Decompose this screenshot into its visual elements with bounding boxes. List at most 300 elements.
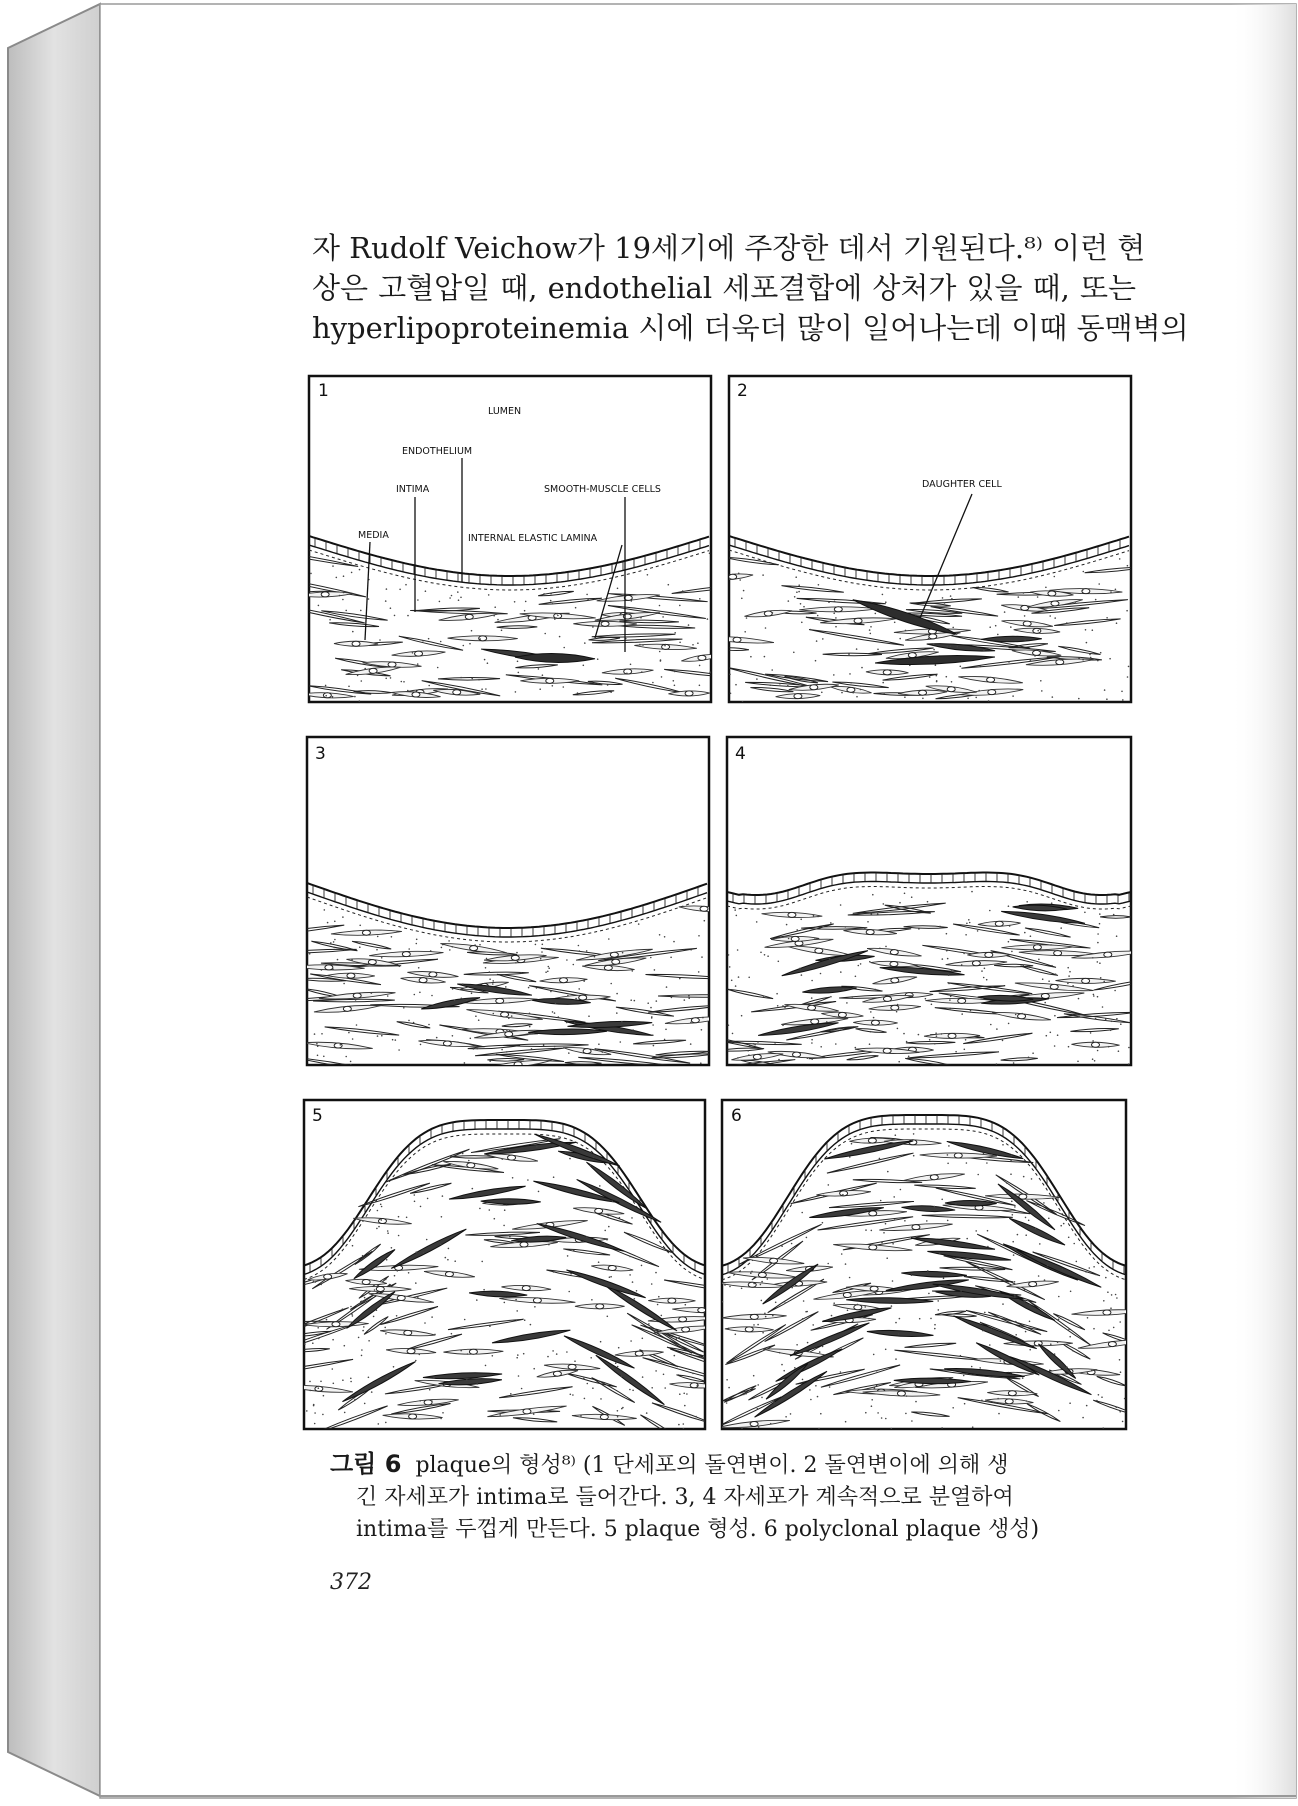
stipple-dot [1067, 983, 1069, 985]
stipple-dot [798, 591, 800, 593]
stipple-dot [1082, 590, 1084, 592]
stipple-dot [872, 894, 874, 896]
stipple-dot [1114, 990, 1116, 992]
stipple-dot [1024, 1289, 1026, 1291]
stipple-dot [361, 1355, 363, 1357]
stipple-dot [1051, 902, 1053, 904]
stipple-dot [416, 1251, 418, 1253]
stipple-dot [428, 685, 430, 687]
cell-nucleus [847, 687, 855, 692]
stipple-dot [1090, 1032, 1092, 1034]
stipple-dot [572, 1394, 574, 1396]
stipple-dot [1070, 1291, 1072, 1293]
stipple-dot [802, 1318, 804, 1320]
stipple-dot [550, 991, 552, 993]
stipple-dot [566, 1022, 568, 1024]
stipple-dot [937, 1300, 939, 1302]
stipple-dot [939, 926, 941, 928]
stipple-dot [1092, 629, 1094, 631]
stipple-dot [957, 646, 959, 648]
stipple-dot [946, 950, 948, 952]
stipple-dot [927, 901, 929, 903]
panel-2-label: 2 [737, 381, 748, 401]
stipple-dot [664, 1387, 666, 1389]
stipple-dot [922, 698, 924, 700]
stipple-dot [417, 1296, 419, 1298]
stipple-dot [476, 1299, 478, 1301]
stipple-dot [489, 1060, 491, 1062]
stipple-dot [688, 1349, 690, 1351]
cell-nucleus [343, 1006, 351, 1011]
stipple-dot [1119, 1321, 1121, 1323]
cell-nucleus [854, 618, 862, 623]
stipple-dot [606, 1239, 608, 1241]
stipple-dot [590, 1357, 592, 1359]
stipple-dot [951, 598, 953, 600]
cell-nucleus [947, 687, 955, 692]
stipple-dot [996, 1028, 998, 1030]
stipple-dot [874, 989, 876, 991]
stipple-dot [1116, 1407, 1118, 1409]
stipple-dot [857, 1304, 859, 1306]
stipple-dot [1113, 1327, 1115, 1329]
stipple-dot [948, 983, 950, 985]
stipple-dot [900, 1189, 902, 1191]
stipple-dot [515, 691, 517, 693]
body-text-line: hyperlipoproteinemia 시에 더욱더 많이 일어나는데 이때 동맥벽의 [312, 311, 1189, 345]
stipple-dot [344, 1345, 346, 1347]
stipple-dot [619, 1217, 621, 1219]
stipple-dot [905, 630, 907, 632]
stipple-dot [452, 988, 454, 990]
stipple-dot [374, 1289, 376, 1291]
stipple-dot [387, 995, 389, 997]
stipple-dot [1110, 1307, 1112, 1309]
cell-nucleus [788, 912, 796, 917]
stipple-dot [739, 579, 741, 581]
stipple-dot [880, 1200, 882, 1202]
cell-nucleus [453, 690, 461, 695]
stipple-dot [1085, 1271, 1087, 1273]
stipple-dot [1028, 966, 1030, 968]
stipple-dot [934, 1328, 936, 1330]
stipple-dot [840, 971, 842, 973]
stipple-dot [345, 1056, 347, 1058]
panel-1-label: 1 [318, 381, 329, 401]
stipple-dot [531, 1048, 533, 1050]
stipple-dot [840, 904, 842, 906]
stipple-dot [867, 921, 869, 923]
stipple-dot [356, 1024, 358, 1026]
stipple-dot [442, 944, 444, 946]
stipple-dot [1098, 583, 1100, 585]
stipple-dot [621, 1375, 623, 1377]
stipple-dot [673, 941, 675, 943]
stipple-dot [1118, 1050, 1120, 1052]
cell-nucleus [409, 1414, 417, 1419]
stipple-dot [405, 584, 407, 586]
stipple-dot [371, 992, 373, 994]
stipple-dot [639, 644, 641, 646]
stipple-dot [387, 1232, 389, 1234]
stipple-dot [685, 1304, 687, 1306]
stipple-dot [735, 1334, 737, 1336]
cell-nucleus [520, 1242, 528, 1247]
stipple-dot [1012, 1241, 1014, 1243]
stipple-dot [528, 987, 530, 989]
stipple-dot [831, 1315, 833, 1317]
stipple-dot [1089, 1267, 1091, 1269]
cell-nucleus [929, 634, 937, 639]
stipple-dot [756, 921, 758, 923]
stipple-dot [542, 944, 544, 946]
stipple-dot [344, 1412, 346, 1414]
cell-nucleus [1023, 621, 1031, 626]
stipple-dot [638, 923, 640, 925]
stipple-dot [950, 646, 952, 648]
stipple-dot [492, 983, 494, 985]
cell-nucleus [604, 965, 612, 970]
cell-nucleus [793, 1052, 801, 1057]
stipple-dot [911, 1274, 913, 1276]
stipple-dot [396, 1315, 398, 1317]
stipple-dot [697, 642, 699, 644]
stipple-dot [688, 995, 690, 997]
stipple-dot [634, 1298, 636, 1300]
stipple-dot [460, 597, 462, 599]
stipple-dot [1013, 1254, 1015, 1256]
stipple-dot [960, 666, 962, 668]
cell-nucleus [808, 1005, 816, 1010]
stipple-dot [398, 1235, 400, 1237]
stipple-dot [478, 1019, 480, 1021]
stipple-dot [961, 1013, 963, 1015]
stipple-dot [1054, 576, 1056, 578]
cell-nucleus [891, 1005, 899, 1010]
stipple-dot [586, 1236, 588, 1238]
stipple-dot [966, 1238, 968, 1240]
cell-nucleus [834, 607, 842, 612]
stipple-dot [1105, 1277, 1107, 1279]
stipple-dot [822, 1222, 824, 1224]
stipple-dot [896, 1011, 898, 1013]
stipple-dot [1023, 964, 1025, 966]
stipple-dot [583, 980, 585, 982]
stipple-dot [457, 591, 459, 593]
stipple-dot [642, 1338, 644, 1340]
stipple-dot [879, 948, 881, 950]
stipple-dot [464, 1062, 466, 1064]
stipple-dot [682, 590, 684, 592]
stipple-dot [472, 1188, 474, 1190]
stipple-dot [934, 1324, 936, 1326]
cell-nucleus [811, 1019, 819, 1024]
stipple-dot [797, 1357, 799, 1359]
stipple-dot [1103, 1300, 1105, 1302]
stipple-dot [650, 1007, 652, 1009]
stipple-dot [431, 995, 433, 997]
stipple-dot [524, 610, 526, 612]
stipple-dot [822, 638, 824, 640]
stipple-dot [539, 688, 541, 690]
stipple-dot [830, 1339, 832, 1341]
page-number: 372 [330, 1570, 372, 1595]
stipple-dot [948, 974, 950, 976]
stipple-dot [583, 1378, 585, 1380]
stipple-dot [726, 1379, 728, 1381]
stipple-dot [652, 1024, 654, 1026]
stipple-dot [895, 1358, 897, 1360]
cell-nucleus [815, 948, 823, 953]
stipple-dot [1023, 1176, 1025, 1178]
stipple-dot [849, 1156, 851, 1158]
stipple-dot [1037, 596, 1039, 598]
stipple-dot [379, 639, 381, 641]
stipple-dot [323, 1056, 325, 1058]
stipple-dot [1102, 1427, 1104, 1429]
stipple-dot [603, 1243, 605, 1245]
stipple-dot [448, 940, 450, 942]
stipple-dot [514, 601, 516, 603]
cell-nucleus [583, 1049, 591, 1054]
stipple-dot [632, 970, 634, 972]
stipple-dot [654, 969, 656, 971]
stipple-dot [835, 626, 837, 628]
stipple-dot [757, 1384, 759, 1386]
stipple-dot [830, 996, 832, 998]
stipple-dot [1105, 1018, 1107, 1020]
stipple-dot [764, 656, 766, 658]
stipple-dot [617, 588, 619, 590]
stipple-dot [913, 1133, 915, 1135]
stipple-dot [1072, 985, 1074, 987]
stipple-dot [950, 996, 952, 998]
stipple-dot [894, 622, 896, 624]
stipple-dot [757, 1324, 759, 1326]
cell-nucleus [1050, 984, 1058, 989]
stipple-dot [1010, 1160, 1012, 1162]
stipple-dot [1028, 1220, 1030, 1222]
stipple-dot [343, 575, 345, 577]
cell-nucleus [682, 1327, 690, 1332]
stipple-dot [473, 1048, 475, 1050]
stipple-dot [1087, 1317, 1089, 1319]
stipple-dot [829, 1386, 831, 1388]
stipple-dot [1108, 1046, 1110, 1048]
stipple-dot [855, 976, 857, 978]
cell-nucleus [700, 906, 708, 911]
cell-nucleus [402, 952, 410, 957]
cell-nucleus [843, 1292, 851, 1297]
stipple-dot [876, 1385, 878, 1387]
stipple-dot [1029, 1349, 1031, 1351]
stipple-dot [785, 1416, 787, 1418]
cell-nucleus [891, 978, 899, 983]
stipple-dot [476, 1383, 478, 1385]
stipple-dot [835, 1043, 837, 1045]
stipple-dot [989, 1344, 991, 1346]
cell-nucleus [883, 996, 891, 1001]
stipple-dot [1086, 1405, 1088, 1407]
stipple-dot [1041, 690, 1043, 692]
stipple-dot [1124, 1398, 1126, 1400]
stipple-dot [982, 1330, 984, 1332]
stipple-dot [1028, 1057, 1030, 1059]
cell-nucleus [501, 1012, 509, 1017]
stipple-dot [893, 1196, 895, 1198]
cell-nucleus [729, 574, 737, 579]
stipple-dot [487, 662, 489, 664]
stipple-dot [871, 1405, 873, 1407]
stipple-dot [529, 1026, 531, 1028]
stipple-dot [1054, 1045, 1056, 1047]
stipple-dot [1006, 1182, 1008, 1184]
stipple-dot [381, 1219, 383, 1221]
stipple-dot [1098, 1394, 1100, 1396]
stipple-dot [652, 1034, 654, 1036]
stipple-dot [395, 1039, 397, 1041]
stipple-dot [944, 602, 946, 604]
stipple-dot [758, 1426, 760, 1428]
stipple-dot [748, 977, 750, 979]
stipple-dot [1116, 935, 1118, 937]
stipple-dot [702, 1017, 704, 1019]
cell-nucleus [321, 592, 329, 597]
stipple-dot [503, 1225, 505, 1227]
stipple-dot [485, 967, 487, 969]
stipple-dot [454, 1260, 456, 1262]
cell-nucleus [412, 692, 420, 697]
stipple-dot [692, 644, 694, 646]
stipple-dot [518, 1375, 520, 1377]
stipple-dot [1099, 962, 1101, 964]
stipple-dot [553, 1176, 555, 1178]
stipple-dot [659, 934, 661, 936]
cell-nucleus [347, 973, 355, 978]
stipple-dot [1099, 923, 1101, 925]
stipple-dot [1030, 659, 1032, 661]
stipple-dot [552, 603, 554, 605]
stipple-dot [616, 1012, 618, 1014]
stipple-dot [471, 630, 473, 632]
stipple-dot [898, 1333, 900, 1335]
cell-nucleus [378, 1219, 386, 1224]
stipple-dot [935, 1032, 937, 1034]
stipple-dot [898, 1061, 900, 1063]
cell-nucleus [854, 1305, 862, 1310]
stipple-dot [661, 676, 663, 678]
stipple-dot [690, 949, 692, 951]
stipple-dot [393, 1366, 395, 1368]
stipple-dot [983, 649, 985, 651]
stipple-dot [593, 1157, 595, 1159]
cell-nucleus [1033, 650, 1041, 655]
stipple-dot [505, 986, 507, 988]
stipple-dot [565, 1151, 567, 1153]
cell-nucleus [352, 641, 360, 646]
cell-nucleus [419, 978, 427, 983]
cell-nucleus [912, 1225, 920, 1230]
stipple-dot [541, 951, 543, 953]
cell-nucleus [883, 670, 891, 675]
stipple-dot [414, 1201, 416, 1203]
stipple-dot [1008, 661, 1010, 663]
stipple-dot [743, 1394, 745, 1396]
stipple-dot [523, 1353, 525, 1355]
stipple-dot [984, 1312, 986, 1314]
stipple-dot [1100, 977, 1102, 979]
cell-nucleus [334, 1043, 342, 1048]
stipple-dot [1093, 994, 1095, 996]
stipple-dot [724, 1284, 726, 1286]
stipple-dot [343, 983, 345, 985]
annotation-intima: INTIMA [396, 484, 430, 495]
stipple-dot [362, 1330, 364, 1332]
stipple-dot [489, 978, 491, 980]
stipple-dot [986, 979, 988, 981]
stipple-dot [881, 1242, 883, 1244]
stipple-dot [679, 642, 681, 644]
stipple-dot [545, 971, 547, 973]
stipple-dot [841, 692, 843, 694]
stipple-dot [903, 1033, 905, 1035]
stipple-dot [569, 1158, 571, 1160]
cell-nucleus [1082, 589, 1090, 594]
stipple-dot [684, 999, 686, 1001]
panel-6-label: 6 [731, 1106, 742, 1126]
stipple-dot [469, 643, 471, 645]
stipple-dot [760, 952, 762, 954]
stipple-dot [989, 910, 991, 912]
stipple-dot [655, 1370, 657, 1372]
stipple-dot [544, 633, 546, 635]
stipple-dot [342, 1308, 344, 1310]
stipple-dot [699, 598, 701, 600]
cell-nucleus [972, 961, 980, 966]
stipple-dot [460, 677, 462, 679]
stipple-dot [803, 606, 805, 608]
annotation-lumen: LUMEN [488, 406, 522, 417]
stipple-dot [1102, 1006, 1104, 1008]
cell-nucleus [546, 678, 554, 683]
stipple-dot [1078, 1016, 1080, 1018]
stipple-dot [678, 1337, 680, 1339]
stipple-dot [1128, 1063, 1130, 1065]
stipple-dot [952, 1407, 954, 1409]
stipple-dot [479, 944, 481, 946]
stipple-dot [548, 967, 550, 969]
stipple-dot [1037, 630, 1039, 632]
stipple-dot [1084, 912, 1086, 914]
stipple-dot [617, 1031, 619, 1033]
stipple-dot [885, 1418, 887, 1420]
stipple-dot [352, 1245, 354, 1247]
cell-nucleus [600, 1414, 608, 1419]
stipple-dot [547, 1356, 549, 1358]
stipple-dot [949, 999, 951, 1001]
stipple-dot [378, 1226, 380, 1228]
stipple-dot [779, 1352, 781, 1354]
stipple-dot [1014, 1296, 1016, 1298]
stipple-dot [506, 1051, 508, 1053]
stipple-dot [1046, 1035, 1048, 1037]
stipple-dot [869, 629, 871, 631]
stipple-dot [790, 1413, 792, 1415]
cell-nucleus [424, 1400, 432, 1405]
stipple-dot [599, 1185, 601, 1187]
stipple-dot [408, 948, 410, 950]
stipple-dot [1101, 1396, 1103, 1398]
